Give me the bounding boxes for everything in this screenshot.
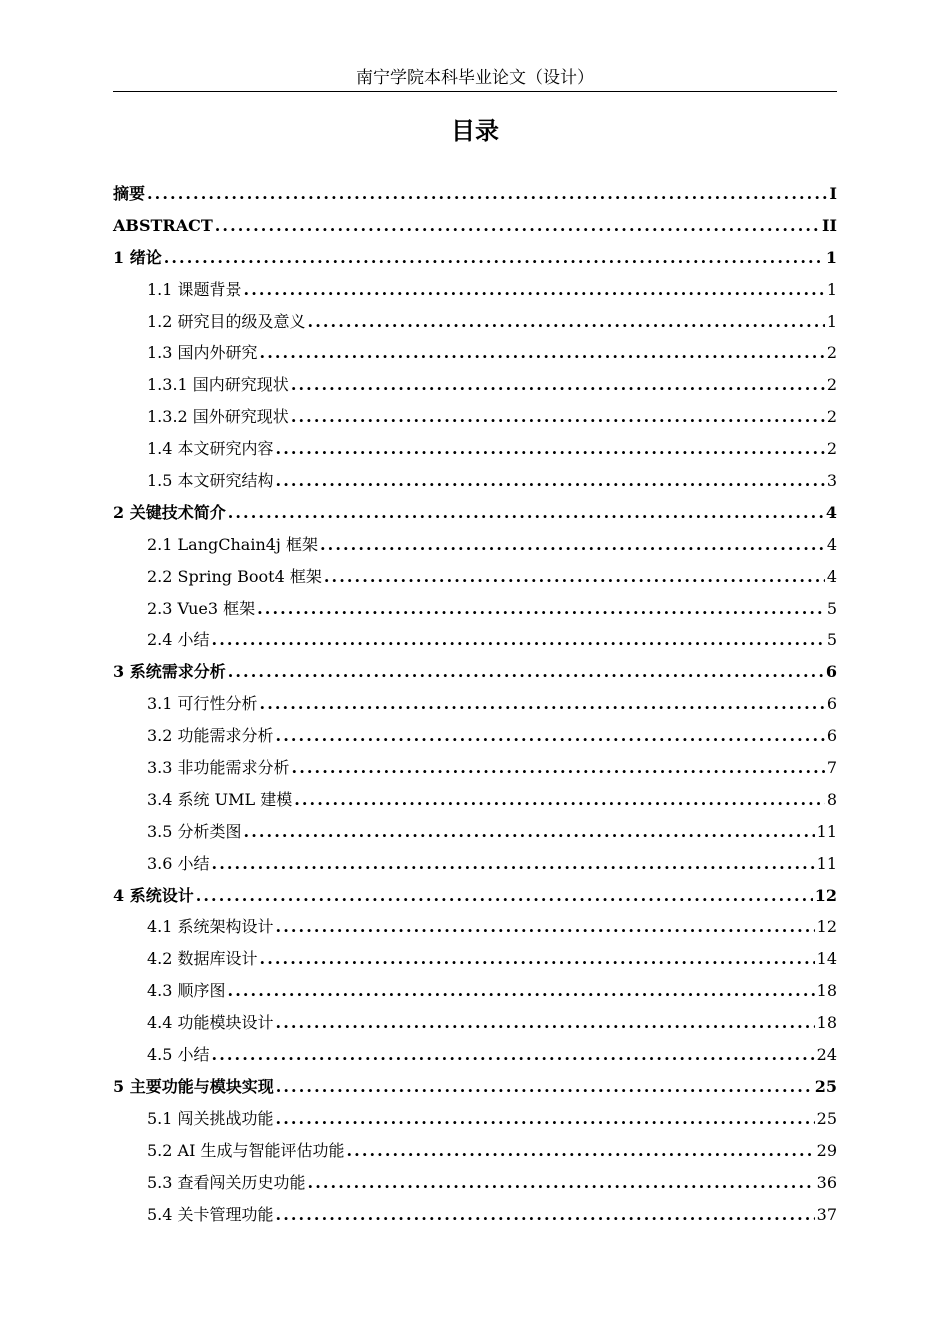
toc-section-entry[interactable] xyxy=(113,465,837,497)
toc-dot-leader xyxy=(276,465,825,497)
toc-section-entry[interactable] xyxy=(113,306,837,338)
toc-section-entry[interactable] xyxy=(113,784,837,816)
toc-dot-leader xyxy=(292,752,825,784)
toc-section-entry[interactable] xyxy=(113,848,837,880)
toc-section-entry[interactable] xyxy=(113,752,837,784)
toc-dot-leader xyxy=(276,433,825,465)
toc-entry-page-number: 2 xyxy=(826,375,837,395)
toc-entry-page-number: II xyxy=(822,215,837,235)
toc-chapter-entry[interactable] xyxy=(113,656,837,688)
toc-section-entry[interactable] xyxy=(113,1103,837,1135)
toc-dot-leader xyxy=(308,1167,815,1199)
toc-title: 目录 xyxy=(451,117,499,145)
toc-section-entry[interactable] xyxy=(113,1135,837,1167)
toc-section-entry[interactable] xyxy=(113,401,837,433)
toc-entry-page-number: 29 xyxy=(816,1140,837,1160)
toc-chapter-entry[interactable] xyxy=(113,178,837,210)
toc-entry-page-number: 37 xyxy=(816,1204,837,1224)
toc-section-entry[interactable] xyxy=(113,529,837,561)
toc-dot-leader xyxy=(215,210,820,242)
toc-entry-label: 3.5 分析类图 xyxy=(147,821,242,841)
toc-section-entry[interactable] xyxy=(113,975,837,1007)
toc-entry-label: 摘要 xyxy=(113,184,146,203)
toc-entry-page-number: 7 xyxy=(826,758,837,778)
toc-section-entry[interactable] xyxy=(113,688,837,720)
toc-entry-label: 4 系统设计 xyxy=(113,885,194,905)
toc-chapter-entry[interactable] xyxy=(113,880,837,912)
toc-entry-page-number: 36 xyxy=(816,1172,837,1192)
toc-entry-page-number: 5 xyxy=(826,630,837,650)
toc-entry-label: 4.3 顺序图 xyxy=(147,981,226,1001)
table-of-contents xyxy=(113,178,837,1230)
toc-entry-page-number: 1 xyxy=(825,247,837,267)
toc-entry-label: 3.6 小结 xyxy=(147,853,210,873)
toc-entry-label: 2.2 Spring Boot4 框架 xyxy=(147,566,322,586)
toc-entry-label: 4.1 系统架构设计 xyxy=(147,917,274,937)
toc-section-entry[interactable] xyxy=(113,816,837,848)
toc-dot-leader xyxy=(324,561,825,593)
toc-section-entry[interactable] xyxy=(113,1007,837,1039)
toc-dot-leader xyxy=(291,369,825,401)
toc-entry-page-number: 4 xyxy=(825,502,837,522)
toc-section-entry[interactable] xyxy=(113,943,837,975)
toc-entry-page-number: 4 xyxy=(826,566,837,586)
toc-entry-label: 1.5 本文研究结构 xyxy=(147,471,274,491)
toc-entry-page-number: 8 xyxy=(826,789,837,809)
toc-chapter-entry[interactable] xyxy=(113,210,837,242)
toc-section-entry[interactable] xyxy=(113,274,837,306)
toc-section-entry[interactable] xyxy=(113,1039,837,1071)
toc-entry-page-number: I xyxy=(829,184,837,203)
toc-entry-page-number: 25 xyxy=(814,1076,837,1096)
toc-dot-leader xyxy=(196,880,813,912)
toc-dot-leader xyxy=(147,178,828,210)
toc-dot-leader xyxy=(257,593,825,625)
toc-entry-page-number: 1 xyxy=(826,279,837,299)
toc-entry-page-number: 11 xyxy=(816,821,837,841)
toc-entry-label: 1.2 研究目的级及意义 xyxy=(147,311,306,331)
toc-entry-label: 3.2 功能需求分析 xyxy=(147,726,274,746)
toc-entry-label: 5.2 AI 生成与智能评估功能 xyxy=(147,1140,345,1160)
toc-section-entry[interactable] xyxy=(113,720,837,752)
toc-entry-label: 2.4 小结 xyxy=(147,630,210,650)
toc-section-entry[interactable] xyxy=(113,561,837,593)
toc-entry-page-number: 12 xyxy=(814,885,837,905)
toc-entry-page-number: 3 xyxy=(826,471,837,491)
toc-dot-leader xyxy=(260,337,825,369)
toc-entry-page-number: 25 xyxy=(816,1108,837,1128)
page-header: 南宁学院本科毕业论文（设计） xyxy=(356,68,594,88)
header-rule xyxy=(113,91,837,92)
toc-dot-leader xyxy=(212,1039,815,1071)
toc-entry-label: 1 绪论 xyxy=(113,247,162,267)
toc-dot-leader xyxy=(276,1007,815,1039)
toc-section-entry[interactable] xyxy=(113,624,837,656)
toc-entry-page-number: 2 xyxy=(826,343,837,363)
toc-entry-label: 1.3.1 国内研究现状 xyxy=(147,375,289,395)
toc-entry-page-number: 12 xyxy=(816,917,837,937)
toc-entry-label: 5.1 闯关挑战功能 xyxy=(147,1108,274,1128)
toc-dot-leader xyxy=(228,497,824,529)
toc-dot-leader xyxy=(164,242,824,274)
toc-entry-page-number: 1 xyxy=(826,311,837,331)
toc-chapter-entry[interactable] xyxy=(113,497,837,529)
toc-entry-label: 5.4 关卡管理功能 xyxy=(147,1204,274,1224)
toc-section-entry[interactable] xyxy=(113,1167,837,1199)
toc-chapter-entry[interactable] xyxy=(113,1071,837,1103)
toc-entry-label: 3.4 系统 UML 建模 xyxy=(147,789,293,809)
toc-dot-leader xyxy=(276,911,815,943)
toc-entry-label: 3 系统需求分析 xyxy=(113,662,226,682)
toc-entry-label: 3.3 非功能需求分析 xyxy=(147,758,290,778)
toc-dot-leader xyxy=(228,975,815,1007)
toc-entry-page-number: 18 xyxy=(816,981,837,1001)
toc-dot-leader xyxy=(276,1199,815,1231)
toc-entry-label: 1.3.2 国外研究现状 xyxy=(147,407,289,427)
toc-entry-label: 4.4 功能模块设计 xyxy=(147,1013,274,1033)
toc-entry-label: 1.3 国内外研究 xyxy=(147,343,258,363)
toc-entry-page-number: 4 xyxy=(826,534,837,554)
toc-dot-leader xyxy=(212,624,825,656)
toc-entry-label: 1.1 课题背景 xyxy=(147,279,242,299)
toc-entry-label: 2 关键技术简介 xyxy=(113,502,226,522)
toc-section-entry[interactable] xyxy=(113,337,837,369)
toc-entry-page-number: 2 xyxy=(826,439,837,459)
toc-section-entry[interactable] xyxy=(113,593,837,625)
toc-entry-label: 4.2 数据库设计 xyxy=(147,949,258,969)
toc-section-entry[interactable] xyxy=(113,911,837,943)
toc-entry-label: 3.1 可行性分析 xyxy=(147,694,258,714)
toc-dot-leader xyxy=(276,1071,813,1103)
toc-entry-label: 5.3 查看闯关历史功能 xyxy=(147,1172,306,1192)
toc-entry-page-number: 2 xyxy=(826,407,837,427)
toc-dot-leader xyxy=(228,656,824,688)
toc-dot-leader xyxy=(244,816,815,848)
toc-dot-leader xyxy=(244,274,825,306)
toc-dot-leader xyxy=(320,529,825,561)
toc-section-entry[interactable] xyxy=(113,1199,837,1231)
toc-section-entry[interactable] xyxy=(113,369,837,401)
toc-entry-label: ABSTRACT xyxy=(113,215,213,235)
toc-dot-leader xyxy=(347,1135,815,1167)
toc-dot-leader xyxy=(291,401,825,433)
toc-entry-label: 2.1 LangChain4j 框架 xyxy=(147,534,318,554)
toc-dot-leader xyxy=(294,784,825,816)
toc-entry-page-number: 18 xyxy=(816,1013,837,1033)
toc-entry-page-number: 14 xyxy=(816,949,837,969)
toc-entry-page-number: 11 xyxy=(816,853,837,873)
toc-dot-leader xyxy=(212,848,815,880)
toc-chapter-entry[interactable] xyxy=(113,242,837,274)
toc-entry-page-number: 6 xyxy=(825,662,837,682)
toc-entry-label: 4.5 小结 xyxy=(147,1045,210,1065)
toc-dot-leader xyxy=(308,306,825,338)
toc-entry-page-number: 6 xyxy=(826,726,837,746)
toc-entry-page-number: 24 xyxy=(816,1045,837,1065)
toc-dot-leader xyxy=(260,688,825,720)
toc-dot-leader xyxy=(276,1103,815,1135)
toc-entry-label: 5 主要功能与模块实现 xyxy=(113,1076,274,1096)
toc-entry-page-number: 6 xyxy=(826,694,837,714)
toc-entry-page-number: 5 xyxy=(826,598,837,618)
toc-entry-label: 1.4 本文研究内容 xyxy=(147,439,274,459)
toc-section-entry[interactable] xyxy=(113,433,837,465)
toc-entry-label: 2.3 Vue3 框架 xyxy=(147,598,256,618)
toc-dot-leader xyxy=(260,943,815,975)
toc-dot-leader xyxy=(276,720,825,752)
